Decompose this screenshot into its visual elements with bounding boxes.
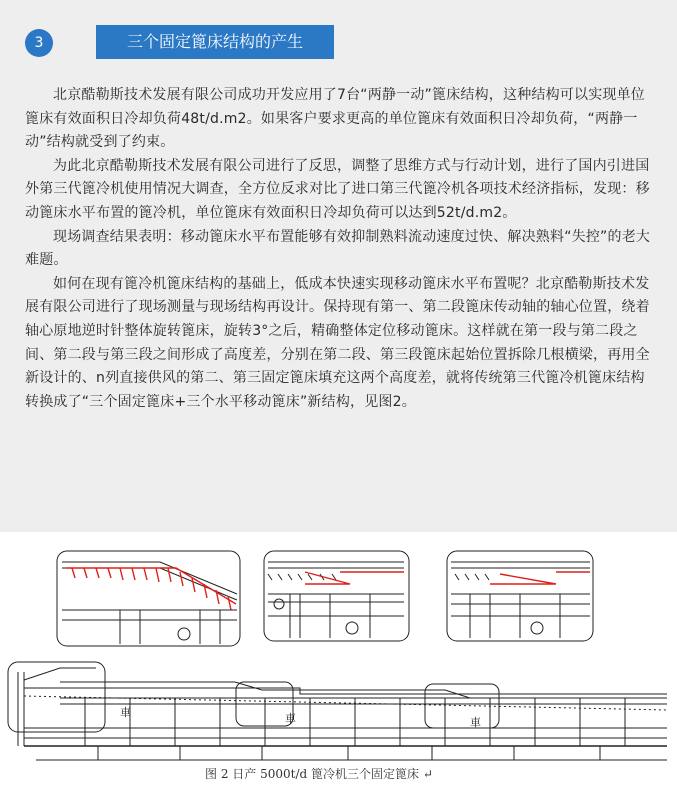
section-title: 三个固定篦床结构的产生: [96, 25, 334, 59]
grate-cooler-section-icon: [8, 662, 667, 760]
svg-text:車: 車: [120, 706, 131, 719]
paragraph: 现场调查结果表明：移动篦床水平布置能够有效抑制熟料流动速度过快、解决熟料“失控”的老大难题。: [25, 228, 651, 269]
svg-text:車: 車: [470, 716, 481, 729]
grate-cooler-drawing: [0, 532, 677, 791]
caption-text: 图 2 日产 5000t/d 篦冷机三个固定篦床: [205, 767, 419, 781]
detail-inset-icon: [264, 551, 409, 641]
figure-caption: [205, 765, 433, 782]
paragraph: 为此北京酷勒斯技术发展有限公司进行了反思，调整了思维方式与行动计划，进行了国内引进国外第三代篦冷机使用情况大调查，全方位反求对比了进口第三代篦冷机各项技术经济指标，发现：移动篦床水平布置的篦冷机，单位篦床有效面积日冷却负荷可以达到52t/d.m2。: [25, 157, 650, 221]
paragraph: 如何在现有篦冷机篦床结构的基础上，低成本快速实现移动篦床水平布置呢？北京酷勒斯技术发展有限公司进行了现场测量与现场结构再设计。保持现有第一、第二段篦床传动轴的轴心位置，绕着轴心原地逆时针整体旋转篦床，旋转3°之后，精确整体定位移动篦床。这样就在第一段与第二段之间、第二段与第三段之间形成了高度差，分别在第二段、第三段篦床起始位置拆除几根横梁，再用全新设计的、n列直接供风的第二、第三固定篦床填充这两个高度差，就将传统第三代篦冷机篦床结构转换成了“三个固定篦床+三个水平移动篦床”新结构，见图2。: [25, 275, 650, 410]
figure-2: [0, 532, 677, 791]
detail-inset-icon: [57, 551, 240, 646]
svg-text:車: 車: [285, 712, 296, 725]
article-body: [25, 84, 655, 414]
section-number-badge: 3: [25, 29, 53, 57]
paragraph: 北京酷勒斯技术发展有限公司成功开发应用了7台“两静一动”篦床结构，这种结构可以实现单位篦床有效面积日冷却负荷48t/d.m2。如果客户要求更高的单位篦床有效面积日冷却负荷，“两静一动”结构就受到了约束。: [25, 87, 646, 151]
caption-return-mark: ↵: [422, 767, 433, 781]
detail-inset-icon: [447, 551, 593, 641]
